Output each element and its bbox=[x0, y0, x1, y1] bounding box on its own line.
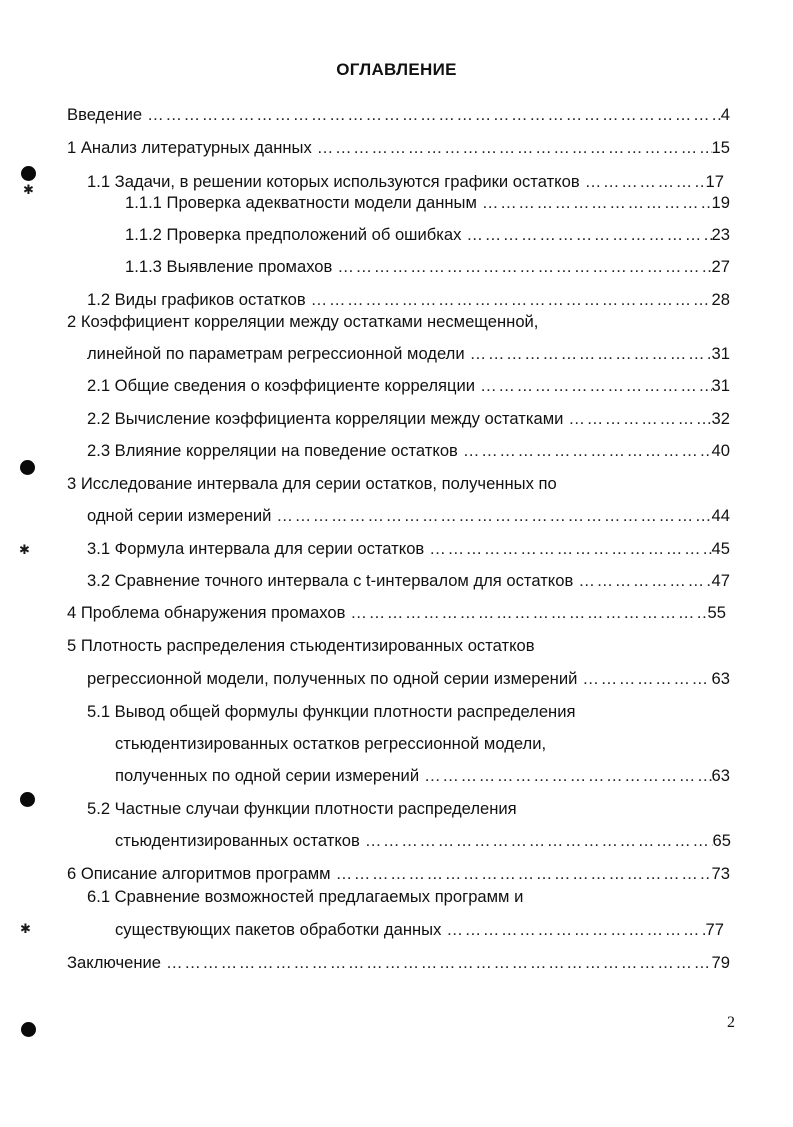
toc-entry-5-2[interactable]: 5.2 Частные случаи функции плотности распределения bbox=[87, 799, 517, 818]
dot-leader bbox=[271, 503, 711, 529]
toc-entry-page: 47 bbox=[711, 571, 730, 590]
toc-entry-1-1-2[interactable] bbox=[125, 222, 730, 248]
dot-leader bbox=[577, 666, 711, 692]
punch-hole-mark bbox=[20, 460, 35, 475]
dot-leader bbox=[360, 828, 713, 854]
dot-leader bbox=[475, 373, 711, 399]
scan-speck-mark: ✱ bbox=[23, 182, 34, 197]
toc-entry-3[interactable]: 3 Исследование интервала для серии остатков, полученных по bbox=[67, 474, 557, 493]
toc-entry-title: 1.1.2 Проверка предположений об ошибках bbox=[125, 225, 462, 244]
toc-entry-6-1-cont[interactable] bbox=[115, 917, 724, 943]
toc-entry-page: 17 bbox=[705, 172, 724, 191]
toc-entry-page: 79 bbox=[711, 953, 730, 972]
toc-entry-2-2[interactable] bbox=[87, 406, 730, 432]
toc-entry-title: 1 Анализ литературных данных bbox=[67, 138, 312, 157]
toc-entry-page: 15 bbox=[711, 138, 730, 157]
scan-speck-mark: ✱ bbox=[20, 921, 31, 936]
toc-entry-page: 55 bbox=[707, 603, 726, 622]
toc-entry-5-1[interactable]: 5.1 Вывод общей формулы функции плотности распределения bbox=[87, 702, 576, 721]
toc-entry-page: 45 bbox=[711, 539, 730, 558]
toc-entry-page: 40 bbox=[711, 441, 730, 460]
toc-entry-3-cont[interactable] bbox=[87, 503, 730, 529]
dot-leader bbox=[461, 222, 711, 248]
toc-entry-title: Введение bbox=[67, 105, 143, 124]
dot-leader bbox=[458, 438, 712, 464]
toc-entry-page: 23 bbox=[711, 225, 730, 244]
toc-entry-page: 19 bbox=[711, 193, 730, 212]
scan-speck-mark: ✱ bbox=[19, 542, 30, 557]
toc-entry-2[interactable]: 2 Коэффициент корреляции между остатками несмещенной, bbox=[67, 312, 539, 331]
toc-entry-title: 1.1.1 Проверка адекватности модели данным bbox=[125, 193, 477, 212]
toc-title: ОГЛАВЛЕНИЕ bbox=[336, 60, 457, 79]
toc-entry-page: 31 bbox=[711, 344, 730, 363]
toc-entry-title: 1.1.3 Выявление промахов bbox=[125, 257, 333, 276]
dot-leader bbox=[563, 406, 711, 432]
toc-entry-title: Заключение bbox=[67, 953, 161, 972]
toc-entry-page: 27 bbox=[711, 257, 730, 276]
toc-entry-5-cont[interactable] bbox=[87, 666, 730, 692]
toc-entry-title: 1.2 Виды графиков остатков bbox=[87, 290, 306, 309]
toc-entry-2-1[interactable] bbox=[87, 373, 730, 399]
dot-leader bbox=[441, 917, 705, 943]
toc-entry-title: одной серии измерений bbox=[87, 506, 272, 525]
toc-entry-page: 28 bbox=[711, 290, 730, 309]
toc-entry-title: 2.2 Вычисление коэффициента корреляции между остатками bbox=[87, 409, 564, 428]
toc-entry-title: 4 Проблема обнаружения промахов bbox=[67, 603, 346, 622]
toc-entry-page: 44 bbox=[711, 506, 730, 525]
toc-entry-title: полученных по одной серии измерений bbox=[115, 766, 420, 785]
toc-entry-introduction[interactable] bbox=[67, 102, 730, 128]
dot-leader bbox=[332, 254, 711, 280]
toc-entry-5[interactable]: 5 Плотность распределения стьюдентизированных остатков bbox=[67, 636, 535, 655]
dot-leader bbox=[312, 135, 712, 161]
punch-hole-mark bbox=[20, 792, 35, 807]
toc-entry-title: 3.1 Формула интервала для серии остатков bbox=[87, 539, 425, 558]
toc-entry-title: стьюдентизированных остатков bbox=[115, 831, 360, 850]
toc-entry-4[interactable] bbox=[67, 600, 726, 626]
toc-entry-title: существующих пакетов обработки данных bbox=[115, 920, 442, 939]
toc-entry-2-cont[interactable] bbox=[87, 341, 730, 367]
dot-leader bbox=[419, 763, 711, 789]
punch-hole-mark bbox=[21, 166, 36, 181]
toc-entry-2-3[interactable] bbox=[87, 438, 730, 464]
dot-leader bbox=[573, 568, 711, 594]
dot-leader bbox=[142, 102, 721, 128]
toc-entry-title: 3.2 Сравнение точного интервала с t-интервалом для остатков bbox=[87, 571, 574, 590]
toc-entry-title: 2.3 Влияние корреляции на поведение остатков bbox=[87, 441, 458, 460]
toc-entry-title: линейной по параметрам регрессионной модели bbox=[87, 344, 465, 363]
toc-entry-3-2[interactable] bbox=[87, 568, 730, 594]
page-number: 2 bbox=[727, 1014, 735, 1031]
toc-entry-page: 63 bbox=[711, 766, 730, 785]
punch-hole-mark bbox=[21, 1022, 36, 1037]
toc-entry-page: 73 bbox=[711, 864, 730, 883]
toc-entry-page: 77 bbox=[705, 920, 724, 939]
toc-entry-1-1-1[interactable] bbox=[125, 190, 730, 216]
toc-entry-5-1-cont2[interactable] bbox=[115, 763, 730, 789]
toc-entry-page: 32 bbox=[711, 409, 730, 428]
toc-entry-6-1[interactable]: 6.1 Сравнение возможностей предлагаемых программ и bbox=[87, 887, 524, 906]
toc-entry-title: 2.1 Общие сведения о коэффициенте корреляции bbox=[87, 376, 476, 395]
dot-leader bbox=[477, 190, 712, 216]
toc-entry-page: 65 bbox=[712, 831, 731, 850]
dot-leader bbox=[465, 341, 712, 367]
toc-entry-page: 63 bbox=[711, 669, 730, 688]
toc-entry-title: регрессионной модели, полученных по одной серии измерений bbox=[87, 669, 578, 688]
toc-entry-5-1-cont[interactable]: стьюдентизированных остатков регрессионной модели, bbox=[115, 734, 547, 753]
toc-entry-title: 1.1 Задачи, в решении которых используются графики остатков bbox=[87, 172, 580, 191]
dot-leader bbox=[161, 950, 712, 976]
toc-entry-5-2-cont[interactable] bbox=[115, 828, 731, 854]
toc-entry-title: 6 Описание алгоритмов программ bbox=[67, 864, 331, 883]
toc-entry-conclusion[interactable] bbox=[67, 950, 730, 976]
toc-entry-3-1[interactable] bbox=[87, 536, 730, 562]
toc-entry-page: 4 bbox=[720, 105, 730, 124]
toc-entry-page: 31 bbox=[711, 376, 730, 395]
toc-entry-1-1-3[interactable] bbox=[125, 254, 730, 280]
dot-leader bbox=[424, 536, 711, 562]
dot-leader bbox=[345, 600, 707, 626]
toc-entry-1[interactable] bbox=[67, 135, 730, 161]
